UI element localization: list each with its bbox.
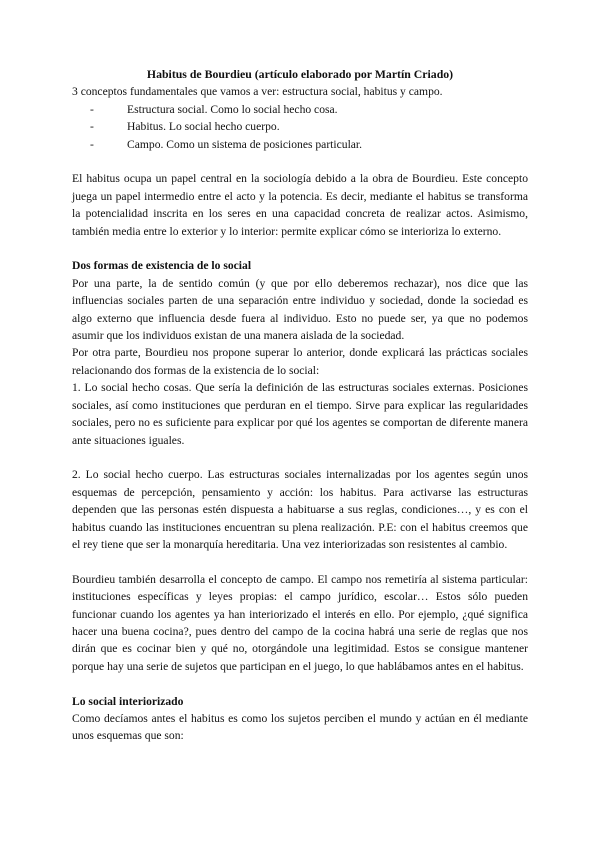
- dash-bullet: -: [90, 137, 94, 151]
- document-page: [72, 66, 528, 745]
- list-item: [90, 136, 528, 153]
- section-paragraph: 2. Lo social hecho cuerpo. Las estructuras sociales internalizadas por los agentes según unos esquemas de percepción, pensamiento y acción: los habitus. Para activarse las estructuras dependen que las personas estén dispuesta a habituarse a sus reglas, condiciones…, y es con el habitus cuando las instituciones encuentran su plena realización. P.E: con el habitus creemos que el rey tiene que ser la monarquía hereditaria. Una vez interiorizadas son resistentes al cambio.: [72, 468, 528, 551]
- concept-text: Estructura social. Como lo social hecho cosa.: [127, 102, 338, 116]
- list-item: [90, 118, 528, 135]
- concept-text: Habitus. Lo social hecho cuerpo.: [127, 120, 280, 134]
- list-item: [90, 101, 528, 118]
- intro-paragraph: 3 conceptos fundamentales que vamos a ver: estructura social, habitus y campo.: [72, 85, 443, 99]
- document-title: Habitus de Bourdieu (artículo elaborado por Martín Criado): [146, 67, 454, 81]
- concept-text: Campo. Como un sistema de posiciones particular.: [127, 137, 363, 151]
- section-paragraph: Como decíamos antes el habitus es como los sujetos perciben el mundo y actúan en él mediante unos esquemas que son:: [72, 711, 528, 743]
- dash-bullet: -: [90, 120, 94, 134]
- spacer: [72, 675, 528, 692]
- section-paragraph: Por una parte, la de sentido común (y que por ello deberemos rechazar), nos dice que las influencias sociales parten de una separación entre individuo y sociedad, donde la sociedad es algo externo que influencia desde fuera al individuo. Esto no puede ser, ya que no podemos asumir que los individuos existan de una manera aislada de la sociedad.: [72, 276, 528, 343]
- spacer: [72, 153, 528, 170]
- section-paragraph: Por otra parte, Bourdieu nos propone superar lo anterior, donde explicará las prácticas sociales relacionando dos formas de la existencia de lo social:: [72, 346, 528, 377]
- section-heading: Dos formas de existencia de lo social: [72, 259, 252, 273]
- spacer: [72, 449, 528, 466]
- spacer: [72, 240, 528, 257]
- concepts-list: [72, 101, 528, 153]
- dash-bullet: -: [90, 102, 94, 116]
- section-heading: Lo social interiorizado: [72, 694, 184, 708]
- habitus-paragraph: El habitus ocupa un papel central en la sociología debido a la obra de Bourdieu. Este concepto juega un papel intermedio entre el acto y la potencia. Es decir, mediante el habitus se transforma la potencialidad inscrita en los seres en una capacidad concreta de realizar actos. Asimismo, también media entre lo exterior y lo interior: permite explicar cómo se interioriza lo externo.: [72, 172, 528, 238]
- section-paragraph: Bourdieu también desarrolla el concepto de campo. El campo nos remetiría al sistema particular: instituciones específicas y leyes propias: el campo jurídico, escolar… Estos sólo pueden funcionar cuando los agentes ya han interiorizado el interés en ello. Por ejemplo, ¿qué significa hacer una buena cocina?, pues dentro del campo de la cocina habrá una serie de reglas que nos dirán que es cocinar bien y qué no, otorgándole una legitimidad. Estos se consigue mantener porque hay una serie de sujetos que participan en el juego, lo que hablábamos antes en el habitus.: [72, 572, 528, 673]
- spacer: [72, 553, 528, 570]
- section-paragraph: 1. Lo social hecho cosas. Que sería la definición de las estructuras sociales externas. Posiciones sociales, así como instituciones que perduran en el tiempo. Sirve para explicar las regularidades sociales, pero no es suficiente para explicar por qué los agentes se comportan de diferente manera ante situaciones iguales.: [72, 381, 528, 447]
